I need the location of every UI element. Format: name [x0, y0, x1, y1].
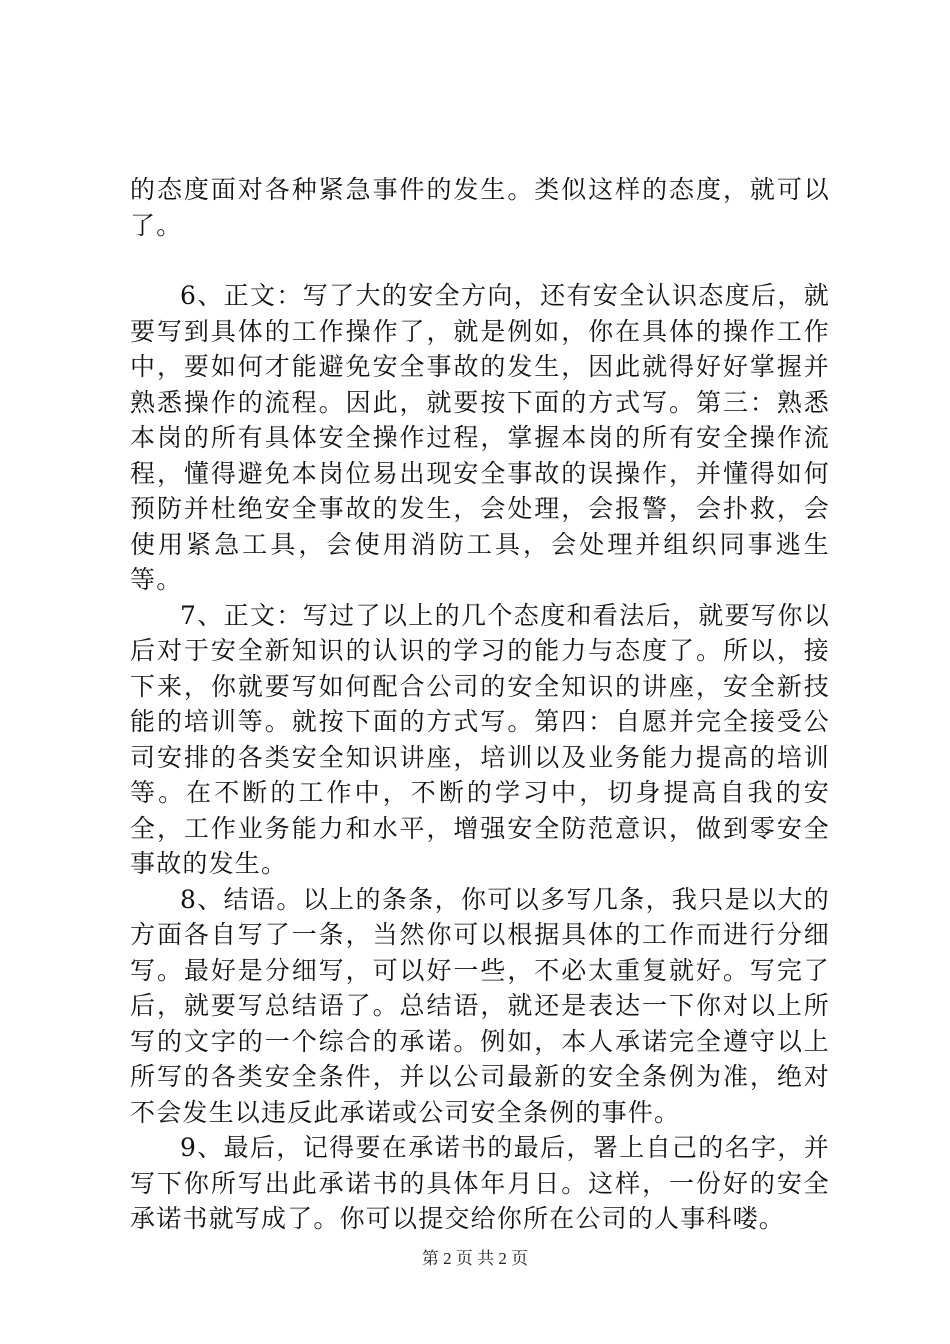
paragraph-item-9: 9、最后，记得要在承诺书的最后，署上自己的名字，并写下你所写出此承诺书的具体年月日。这样，一份好的安全承诺书就写成了。你可以提交给你所在公司的人事科喽。 — [130, 1133, 830, 1233]
paragraph-item-6: 6、正文：写了大的安全方向，还有安全认识态度后，就要写到具体的工作操作了，就是例如，你在具体的操作工作中，要如何才能避免安全事故的发生，因此就得好好掌握并熟悉操作的流程。因此，就要按下面的方式写。第三：熟悉本岗的所有具体安全操作过程，掌握本岗的所有安全操作流程，懂得避免本岗位易出现安全事故的误操作，并懂得如何预防并杜绝安全事故的发生，会处理，会报警，会扑救，会使用紧急工具，会使用消防工具，会处理并组织同事逃生等。 — [130, 281, 830, 594]
document-body — [130, 172, 830, 1237]
paragraph-continuation: 的态度面对各种紧急事件的发生。类似这样的态度，就可以了。 — [130, 175, 830, 240]
paragraph-item-8: 8、结语。以上的条条，你可以多写几条，我只是以大的方面各自写了一条，当然你可以根据具体的工作而进行分细写。最好是分细写，可以好一些，不必太重复就好。写完了后，就要写总结语了。总结语，就还是表达一下你对以上所写的文字的一个综合的承诺。例如，本人承诺完全遵守以上所写的各类安全条件，并以公司最新的安全条例为准，绝对不会发生以违反此承诺或公司安全条例的事件。 — [130, 884, 830, 1127]
page-number-footer: 第 2 页 共 2 页 — [421, 1249, 529, 1268]
paragraph-item-7: 7、正文：写过了以上的几个态度和看法后，就要写你以后对于安全新知识的认识的学习的能力与态度了。所以，接下来，你就要写如何配合公司的安全知识的讲座，安全新技能的培训等。就按下面的方式写。第四：自愿并完全接受公司安排的各类安全知识讲座，培训以及业务能力提高的培训等。在不断的工作中，不断的学习中，切身提高自我的安全，工作业务能力和水平，增强安全防范意识，做到零安全事故的发生。 — [130, 600, 830, 878]
